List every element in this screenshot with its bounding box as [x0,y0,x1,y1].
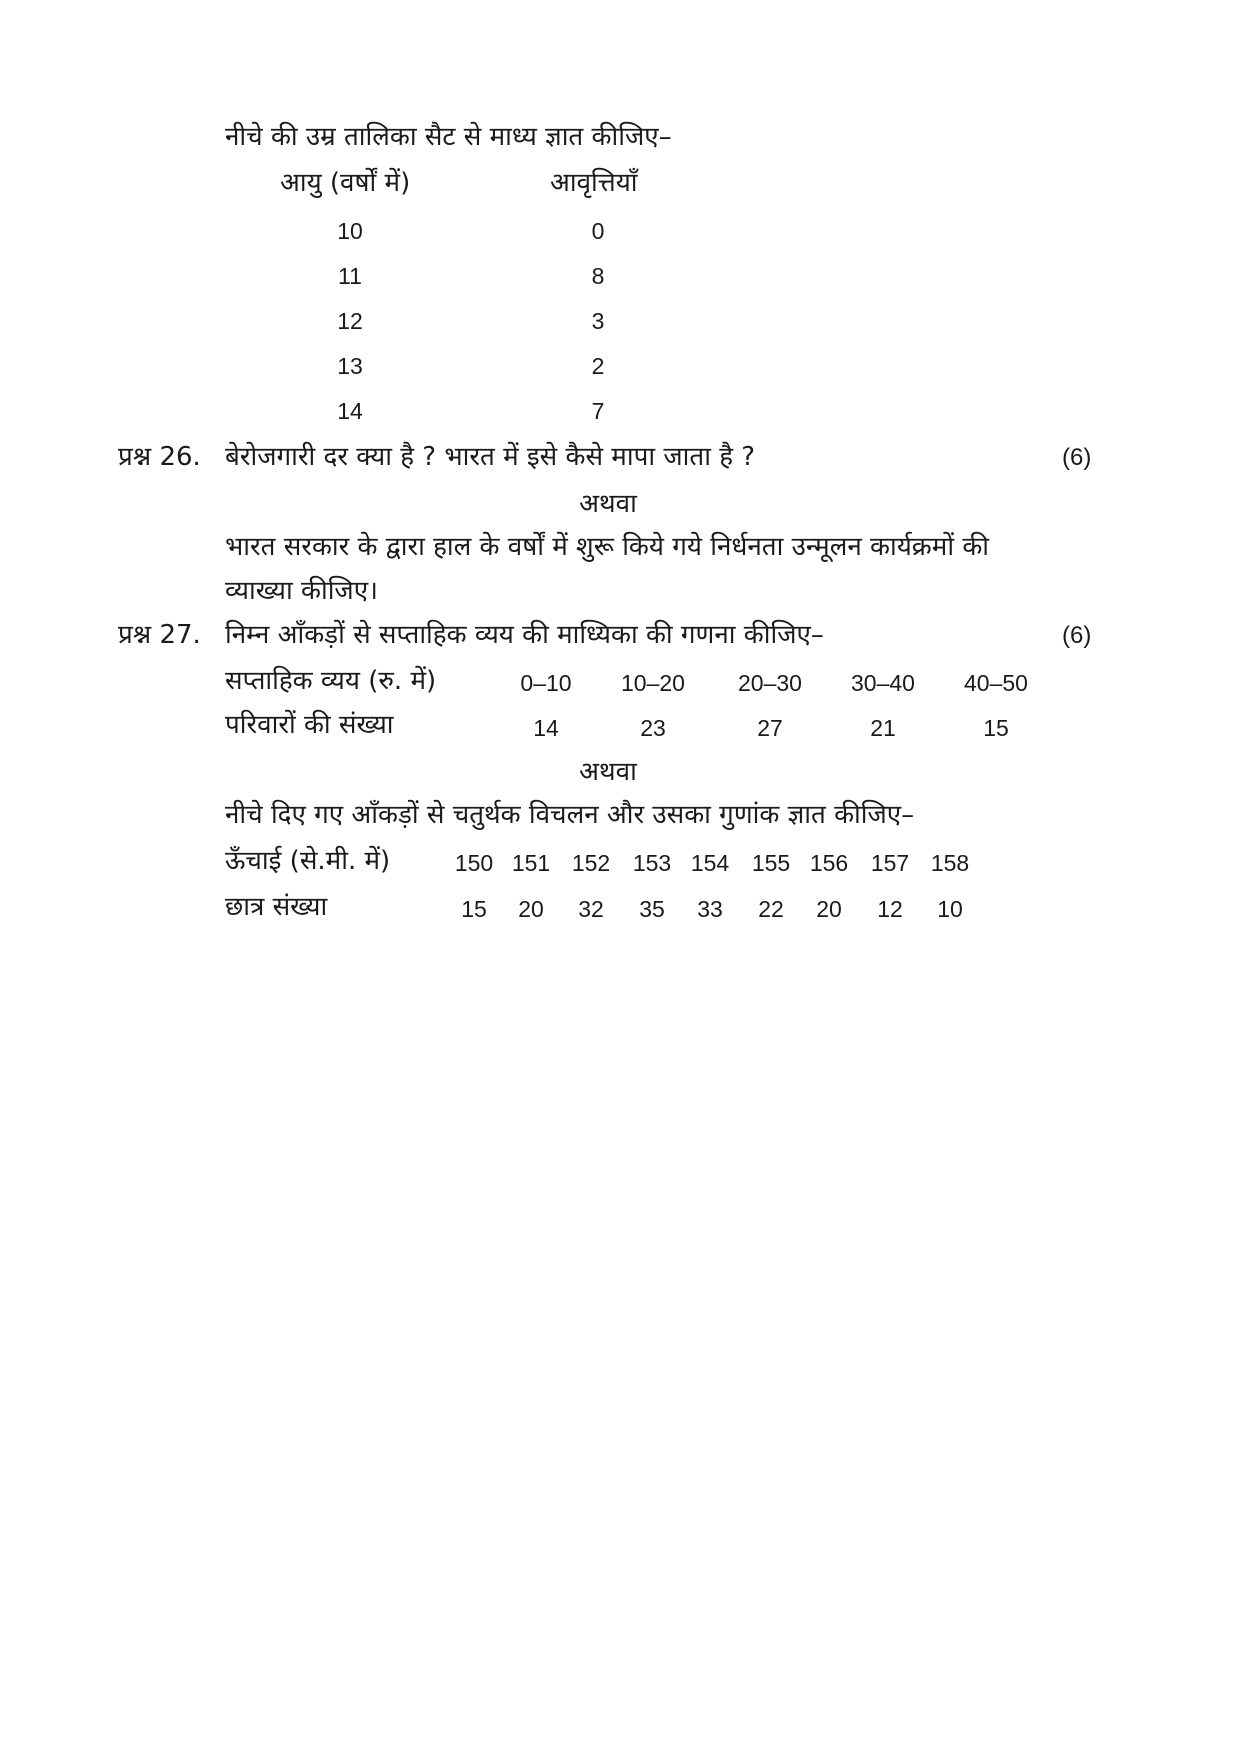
freq-value: 2 [591,353,605,379]
question-27-label: प्रश्न 27. [118,620,201,650]
freq-value: 8 [591,263,605,289]
families-count: 23 [640,715,666,741]
question-26-alt-line1: भारत सरकार के द्वारा हाल के वर्षों में शुरू किये गये निर्धनता उन्मूलन कार्यक्रमों की [225,532,990,562]
families-count: 15 [983,715,1009,741]
height-value: 151 [511,850,551,876]
weekly-expense-label: सप्ताहिक व्यय (रु. में) [225,666,437,696]
expense-class: 40–50 [964,670,1028,696]
student-count-label: छात्र संख्या [225,892,328,922]
student-count: 35 [639,896,665,922]
student-count: 22 [758,896,784,922]
question-27-alt-text: नीचे दिए गए आँकड़ों से चतुर्थक विचलन और उसका गुणांक ज्ञात कीजिए– [225,800,915,830]
question-26-label: प्रश्न 26. [118,442,201,472]
student-count: 15 [461,896,487,922]
student-count: 10 [937,896,963,922]
height-value: 154 [690,850,730,876]
families-count: 14 [533,715,559,741]
age-value: 11 [338,263,362,289]
question-27-marks: (6) [1062,622,1092,649]
height-value: 158 [930,850,970,876]
expense-class: 20–30 [738,670,802,696]
height-value: 152 [571,850,611,876]
families-count: 21 [870,715,896,741]
question-26-text: बेरोजगारी दर क्या है ? भारत में इसे कैसे मापा जाता है ? [225,442,756,472]
age-value: 14 [337,398,363,424]
question-26-or: अथवा [579,489,637,519]
age-value: 10 [337,218,363,244]
expense-class: 30–40 [851,670,915,696]
families-count-label: परिवारों की संख्या [225,710,394,740]
freq-value: 0 [591,218,605,244]
height-label: ऊँचाई (से.मी. में) [225,846,391,876]
height-value: 153 [632,850,672,876]
question-27-text: निम्न आँकड़ों से सप्ताहिक व्यय की माध्यिका की गणना कीजिए– [225,620,824,650]
expense-class: 0–10 [520,670,572,696]
freq-value: 3 [591,308,605,334]
height-value: 150 [454,850,494,876]
height-value: 157 [870,850,910,876]
age-column-header: आयु (वर्षों में) [280,168,411,198]
mean-question-intro: नीचे की उम्र तालिका सैट से माध्य ज्ञात कीजिए– [225,122,672,152]
question-26-marks: (6) [1062,444,1092,471]
age-value: 12 [337,308,363,334]
families-count: 27 [757,715,783,741]
question-26-alt-line2: व्याख्या कीजिए। [225,576,378,606]
student-count: 20 [816,896,842,922]
student-count: 20 [518,896,544,922]
height-value: 156 [809,850,849,876]
height-value: 155 [751,850,791,876]
student-count: 32 [578,896,604,922]
student-count: 33 [697,896,723,922]
age-value: 13 [337,353,363,379]
question-27-or: अथवा [579,757,637,787]
student-count: 12 [877,896,903,922]
expense-class: 10–20 [621,670,685,696]
freq-value: 7 [591,398,605,424]
frequency-column-header: आवृत्तियाँ [550,168,638,198]
